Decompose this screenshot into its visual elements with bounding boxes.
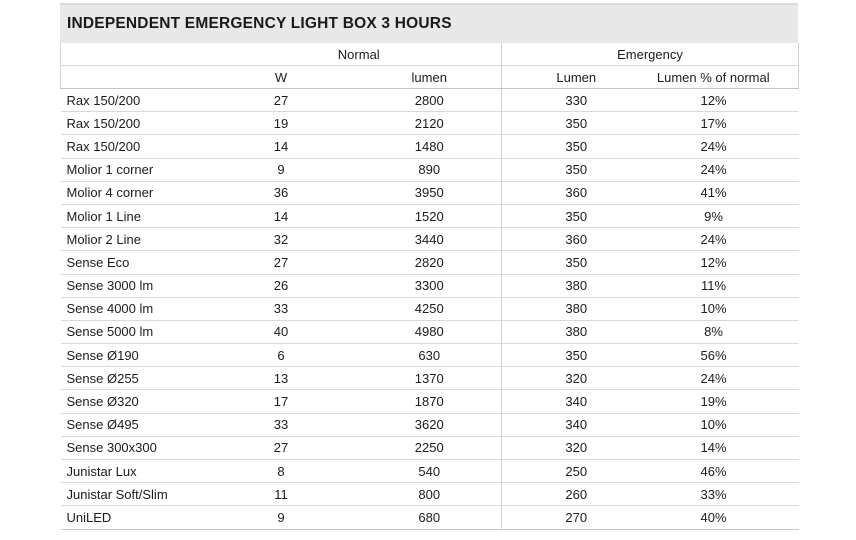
cell-product: Sense Ø495: [61, 413, 217, 436]
cell-product: Junistar Lux: [61, 460, 217, 483]
table-row: [61, 158, 799, 181]
cell-emergency-lumen: 380: [502, 320, 651, 343]
cell-emergency-lumen: 380: [502, 274, 651, 297]
table-row: [61, 274, 799, 297]
cell-w: 14: [217, 135, 346, 158]
column-header-w: W: [217, 66, 346, 89]
cell-lumen: 630: [346, 344, 502, 367]
cell-lumen: 4980: [346, 320, 502, 343]
cell-lumen: 3440: [346, 228, 502, 251]
cell-w: 17: [217, 390, 346, 413]
cell-w: 26: [217, 274, 346, 297]
cell-w: 11: [217, 483, 346, 506]
table-row: [61, 181, 799, 204]
cell-lumen: 2120: [346, 112, 502, 135]
cell-w: 33: [217, 413, 346, 436]
cell-product: Sense 5000 lm: [61, 320, 217, 343]
emergency-light-table: [60, 43, 799, 530]
cell-emergency-lumen: 350: [502, 204, 651, 227]
group-header-normal: Normal: [217, 43, 502, 66]
cell-lumen: 540: [346, 460, 502, 483]
cell-lumen: 3950: [346, 181, 502, 204]
cell-lumen: 3620: [346, 413, 502, 436]
cell-product: Molior 4 corner: [61, 181, 217, 204]
cell-w: 14: [217, 204, 346, 227]
cell-emergency-lumen: 330: [502, 89, 651, 112]
cell-w: 36: [217, 181, 346, 204]
cell-lumen-pct: 24%: [651, 158, 799, 181]
cell-product: Molior 1 corner: [61, 158, 217, 181]
cell-lumen: 890: [346, 158, 502, 181]
cell-emergency-lumen: 340: [502, 413, 651, 436]
cell-lumen-pct: 14%: [651, 436, 799, 459]
table-row: [61, 112, 799, 135]
cell-product: Sense Ø190: [61, 344, 217, 367]
cell-product: Sense 300x300: [61, 436, 217, 459]
cell-lumen: 2800: [346, 89, 502, 112]
cell-emergency-lumen: 350: [502, 112, 651, 135]
group-header-blank: [61, 43, 217, 66]
cell-lumen-pct: 40%: [651, 506, 799, 529]
table-row: [61, 320, 799, 343]
cell-product: Rax 150/200: [61, 112, 217, 135]
table-title: INDEPENDENT EMERGENCY LIGHT BOX 3 HOURS: [60, 3, 798, 43]
cell-lumen-pct: 19%: [651, 390, 799, 413]
cell-emergency-lumen: 260: [502, 483, 651, 506]
cell-lumen-pct: 41%: [651, 181, 799, 204]
cell-lumen-pct: 10%: [651, 413, 799, 436]
cell-product: UniLED: [61, 506, 217, 529]
cell-product: Sense 4000 lm: [61, 297, 217, 320]
cell-lumen-pct: 46%: [651, 460, 799, 483]
cell-product: Rax 150/200: [61, 89, 217, 112]
cell-lumen-pct: 10%: [651, 297, 799, 320]
cell-emergency-lumen: 320: [502, 367, 651, 390]
cell-emergency-lumen: 340: [502, 390, 651, 413]
table-row: [61, 228, 799, 251]
table-row: [61, 483, 799, 506]
table-row: [61, 297, 799, 320]
cell-product: Molior 2 Line: [61, 228, 217, 251]
cell-w: 13: [217, 367, 346, 390]
cell-w: 32: [217, 228, 346, 251]
table-row: [61, 436, 799, 459]
table-row: [61, 204, 799, 227]
table-row: [61, 89, 799, 112]
table-row: [61, 460, 799, 483]
table-row: [61, 506, 799, 529]
table-body: [61, 89, 799, 530]
cell-lumen-pct: 8%: [651, 320, 799, 343]
cell-w: 6: [217, 344, 346, 367]
cell-product: Molior 1 Line: [61, 204, 217, 227]
cell-lumen-pct: 12%: [651, 89, 799, 112]
table-row: [61, 367, 799, 390]
column-header-emergency-lumen: Lumen: [502, 66, 651, 89]
cell-w: 9: [217, 506, 346, 529]
cell-emergency-lumen: 350: [502, 251, 651, 274]
cell-w: 27: [217, 251, 346, 274]
cell-emergency-lumen: 360: [502, 181, 651, 204]
table-row: [61, 344, 799, 367]
cell-w: 8: [217, 460, 346, 483]
cell-w: 40: [217, 320, 346, 343]
cell-emergency-lumen: 350: [502, 158, 651, 181]
cell-lumen-pct: 9%: [651, 204, 799, 227]
cell-w: 9: [217, 158, 346, 181]
column-header-row: [61, 66, 799, 89]
cell-product: Sense Ø255: [61, 367, 217, 390]
cell-lumen: 1480: [346, 135, 502, 158]
cell-w: 27: [217, 436, 346, 459]
cell-lumen: 1870: [346, 390, 502, 413]
cell-lumen-pct: 33%: [651, 483, 799, 506]
column-header-product: [61, 66, 217, 89]
cell-product: Sense 3000 lm: [61, 274, 217, 297]
cell-lumen: 2820: [346, 251, 502, 274]
table-row: [61, 135, 799, 158]
cell-w: 33: [217, 297, 346, 320]
cell-w: 27: [217, 89, 346, 112]
cell-product: Sense Eco: [61, 251, 217, 274]
cell-emergency-lumen: 270: [502, 506, 651, 529]
cell-lumen-pct: 12%: [651, 251, 799, 274]
cell-product: Rax 150/200: [61, 135, 217, 158]
column-header-lumen: lumen: [346, 66, 502, 89]
cell-product: Sense Ø320: [61, 390, 217, 413]
cell-product: Junistar Soft/Slim: [61, 483, 217, 506]
cell-emergency-lumen: 350: [502, 135, 651, 158]
cell-lumen-pct: 17%: [651, 112, 799, 135]
cell-lumen: 2250: [346, 436, 502, 459]
cell-lumen: 4250: [346, 297, 502, 320]
cell-lumen-pct: 56%: [651, 344, 799, 367]
cell-lumen-pct: 24%: [651, 228, 799, 251]
cell-lumen: 1370: [346, 367, 502, 390]
table-container: [60, 3, 798, 530]
group-header-row: [61, 43, 799, 66]
cell-lumen: 3300: [346, 274, 502, 297]
cell-lumen-pct: 11%: [651, 274, 799, 297]
cell-emergency-lumen: 380: [502, 297, 651, 320]
cell-w: 19: [217, 112, 346, 135]
cell-emergency-lumen: 350: [502, 344, 651, 367]
cell-lumen-pct: 24%: [651, 135, 799, 158]
cell-emergency-lumen: 320: [502, 436, 651, 459]
cell-emergency-lumen: 250: [502, 460, 651, 483]
column-header-lumen-pct: Lumen % of normal: [651, 66, 799, 89]
cell-lumen: 800: [346, 483, 502, 506]
cell-lumen: 1520: [346, 204, 502, 227]
table-row: [61, 251, 799, 274]
table-row: [61, 413, 799, 436]
table-row: [61, 390, 799, 413]
cell-lumen-pct: 24%: [651, 367, 799, 390]
cell-emergency-lumen: 360: [502, 228, 651, 251]
group-header-emergency: Emergency: [502, 43, 799, 66]
cell-lumen: 680: [346, 506, 502, 529]
